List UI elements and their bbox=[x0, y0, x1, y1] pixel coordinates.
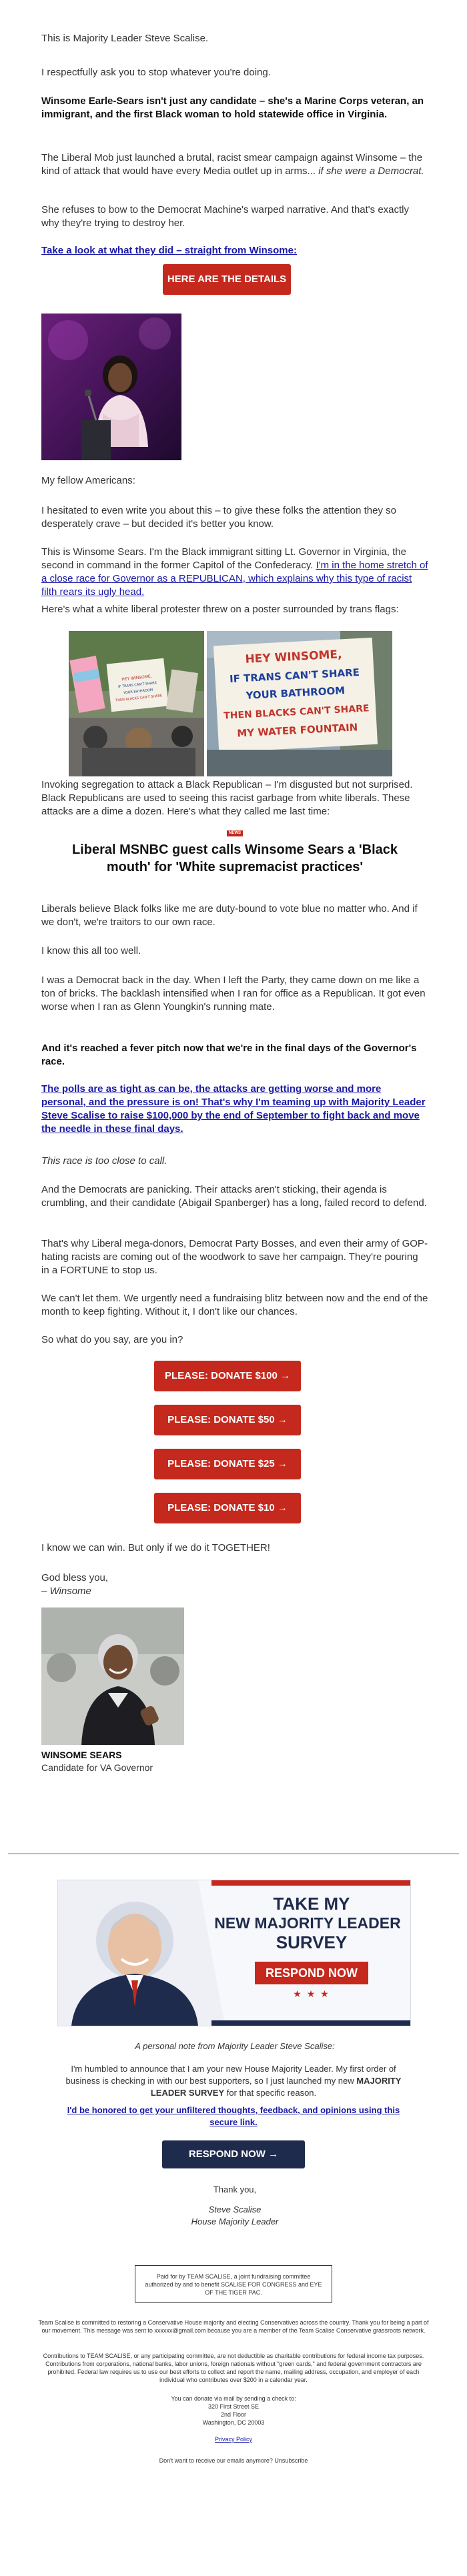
banner-respond-button[interactable]: RESPOND NOW bbox=[255, 1962, 368, 1984]
mega-donors-paragraph: That's why Liberal mega-donors, Democrat Party Bosses, and even their army of GOP-hating racists are coming out of the woodwork to save her campaign. They're pouring in a FORTUNE to stop us. bbox=[41, 1238, 428, 1276]
greeting: My fellow Americans: bbox=[41, 475, 135, 486]
winsome-portrait-photo bbox=[41, 1607, 184, 1745]
unsubscribe-link[interactable]: Don't want to receive our emails anymore? Unsubscribe bbox=[159, 2457, 308, 2464]
svg-text:HEY WINSOME,: HEY WINSOME, bbox=[121, 674, 152, 682]
signature-title: Candidate for VA Governor bbox=[41, 1762, 153, 1773]
request-line: I respectfully ask you to stop whatever you're doing. bbox=[41, 67, 271, 78]
survey-banner[interactable] bbox=[57, 1880, 411, 2026]
paid-for-box bbox=[135, 2265, 332, 2303]
blitz-paragraph: We can't let them. We urgently need a fundraising blitz between now and the end of the month to keep fighting. Without it, I don't like our chances. bbox=[41, 1293, 428, 1317]
survey-sender-name: Steve Scalise bbox=[208, 2204, 262, 2214]
svg-text:THEN BLACKS CAN'T SHARE: THEN BLACKS CAN'T SHARE bbox=[115, 694, 163, 703]
svg-text:YOUR BATHROOM: YOUR BATHROOM bbox=[123, 688, 153, 696]
footer-disclaimer-text: Contributions to TEAM SCALISE, or any participating committee, are not deductible as charitable contributions for federal income tax purposes. Contributions from corporations, national banks, labor unions, foreign nationals without "green cards," and federal government contractors are prohibited. Federal law requires us to use our best efforts to collect and report the name, mailing address, occupation, and employer of each individual who contributes over $200 in a calendar year. bbox=[43, 2353, 424, 2383]
donate-10-button[interactable]: PLEASE: DONATE $10 → bbox=[154, 1493, 301, 1523]
footer-address-line-1: 320 First Street SE bbox=[207, 2403, 260, 2410]
winsome-podium-photo bbox=[41, 313, 181, 460]
survey-body: I'm humbled to announce that I am your new House Majority Leader. My first order of business is checking in with our best supporters, so I just launched my new MAJORITY LEADER SURVEY for that specific reason. bbox=[65, 2064, 402, 2098]
banner-line-2: NEW MAJORITY LEADER bbox=[214, 1914, 401, 1932]
survey-sender-title: House Majority Leader bbox=[191, 2216, 279, 2226]
fundraising-goal-link[interactable]: The polls are as tight as can be, the attacks are getting worse and more personal, and the pressure is on! That's why I'm teaming up with Majority Leader Steve Scalise to raise $100,000 by the end of September to fight back and move the needle in these final days. bbox=[41, 1083, 426, 1135]
svg-text:IF TRANS CAN'T SHARE: IF TRANS CAN'T SHARE bbox=[118, 680, 157, 690]
intro-line: This is Majority Leader Steve Scalise. bbox=[41, 33, 209, 44]
segregation-paragraph: Invoking segregation to attack a Black Republican – I'm disgusted but not surprised. Black Republicans are used to seeing this racist garbage from white liberals. These attacks are a dime a dozen. Here's what they called me last time: bbox=[41, 779, 413, 817]
hesitated-paragraph: I hesitated to even write you about this – to give these folks the attention they so desperately crave – but decided it's better you know. bbox=[41, 505, 396, 530]
star-icon: ★ ★ ★ bbox=[293, 1988, 330, 1999]
democrat-past-paragraph: I was a Democrat back in the day. When I left the Party, they came down on me like a ton of bricks. The backlash intensified when I ran for office as a Republican. It got even worse when I ran as Glenn Youngkin's running mate. bbox=[41, 975, 426, 1013]
footer-commitment-text: Team Scalise is committed to restoring a Conservative House majority and electing Conservatives across the country. Thank you for being a part of our movement. This message was sent to xxxxxx@gmail.com because you are a member of the Team Scalise Conservative grassroots network. bbox=[38, 2319, 429, 2334]
candidate-bold-paragraph: Winsome Earle-Sears isn't just any candidate – she's a Marine Corps veteran, an immigrant, and the first Black woman to hold statewide office in Virginia. bbox=[41, 95, 424, 120]
together-line: I know we can win. But only if we do it TOGETHER! bbox=[41, 1542, 270, 1553]
survey-secure-link[interactable]: I'd be honored to get your unfiltered thoughts, feedback, and opinions using this secure link. bbox=[67, 2105, 400, 2127]
what-they-did-link[interactable]: Take a look at what they did – straight from Winsome: bbox=[41, 245, 297, 256]
protester-paragraph: Here's what a white liberal protester threw on a poster surrounded by trans flags: bbox=[41, 604, 399, 615]
details-button[interactable]: HERE ARE THE DETAILS bbox=[163, 264, 291, 295]
news-badge: NEWS bbox=[227, 830, 243, 836]
sign-line-1: HEY WINSOME, bbox=[245, 648, 342, 666]
fever-pitch-paragraph: And it's reached a fever pitch now that we're in the final days of the Governor's race. bbox=[41, 1043, 417, 1067]
survey-thanks: Thank you, bbox=[213, 2184, 257, 2194]
donate-100-button[interactable]: PLEASE: DONATE $100 → bbox=[154, 1361, 301, 1391]
footer-address-line-2: 2nd Floor bbox=[220, 2411, 247, 2418]
sign-line-5: MY WATER FOUNTAIN bbox=[236, 721, 358, 740]
news-headline: Liberal MSNBC guest calls Winsome Sears a 'Black mouth' for 'White supremacist practices' bbox=[71, 842, 398, 874]
privacy-policy-link[interactable]: Privacy Policy bbox=[214, 2436, 252, 2443]
too-close-line: This race is too close to call. bbox=[41, 1155, 167, 1167]
banner-line-1: TAKE MY bbox=[273, 1894, 350, 1914]
democrats-panicking-paragraph: And the Democrats are panicking. Their attacks aren't sticking, their agenda is crumbling, and their candidate (Abigail Spanberger) has a long, failed record to defend. bbox=[41, 1184, 427, 1209]
smear-paragraph: The Liberal Mob just launched a brutal, racist smear campaign against Winsome – the kind of attack that would have every Media outlet up in arms... if she were a Democrat. bbox=[41, 152, 424, 177]
protest-sign-closeup bbox=[207, 631, 392, 776]
liberals-paragraph: Liberals believe Black folks like me are duty-bound to vote blue no matter who. And if we don't, we're traitors to our own race. bbox=[41, 903, 418, 928]
know-well-line: I know this all too well. bbox=[41, 945, 141, 956]
protest-photo-left bbox=[69, 631, 204, 776]
closing-signature: – Winsome bbox=[41, 1585, 91, 1597]
footer-mail-intro: You can donate via mail by sending a check to: bbox=[171, 2395, 296, 2402]
sign-line-3: YOUR BATHROOM bbox=[246, 684, 346, 702]
news-headline-card bbox=[41, 830, 428, 897]
sign-line-2: IF TRANS CAN'T SHARE bbox=[229, 666, 360, 686]
donate-50-button[interactable]: PLEASE: DONATE $50 → bbox=[154, 1405, 301, 1435]
paid-for-text: Paid for by TEAM SCALISE, a joint fundraising committee authorized by and to benefit SCALISE FOR CONGRESS and EYE OF THE TIGER PAC. bbox=[145, 2273, 322, 2296]
signature-name: WINSOME SEARS bbox=[41, 1750, 122, 1760]
closing-god-bless: God bless you, bbox=[41, 1572, 109, 1583]
personal-note: A personal note from Majority Leader Steve Scalise: bbox=[135, 2041, 335, 2051]
section-divider bbox=[8, 1853, 459, 1854]
intro-winsome-paragraph: This is Winsome Sears. I'm the Black immigrant sitting Lt. Governor in Virginia, the second in command in the former Capitol of the Confederacy. I'm in the home stretch of a close race for Governor as a REPUBLICAN, which explains why this type of racist filth rears its ugly head. bbox=[41, 546, 428, 598]
footer-address-line-3: Washington, DC 20003 bbox=[202, 2419, 265, 2426]
survey-respond-button[interactable]: RESPOND NOW → bbox=[162, 2140, 305, 2168]
donate-25-button[interactable]: PLEASE: DONATE $25 → bbox=[154, 1449, 301, 1479]
are-you-in-line: So what do you say, are you in? bbox=[41, 1334, 183, 1345]
sign-line-4: THEN BLACKS CAN'T SHARE bbox=[223, 703, 370, 722]
refuses-paragraph: She refuses to bow to the Democrat Machine's warped narrative. And that's exactly why they're trying to destroy her. bbox=[41, 204, 410, 229]
banner-line-3: SURVEY bbox=[276, 1932, 348, 1952]
